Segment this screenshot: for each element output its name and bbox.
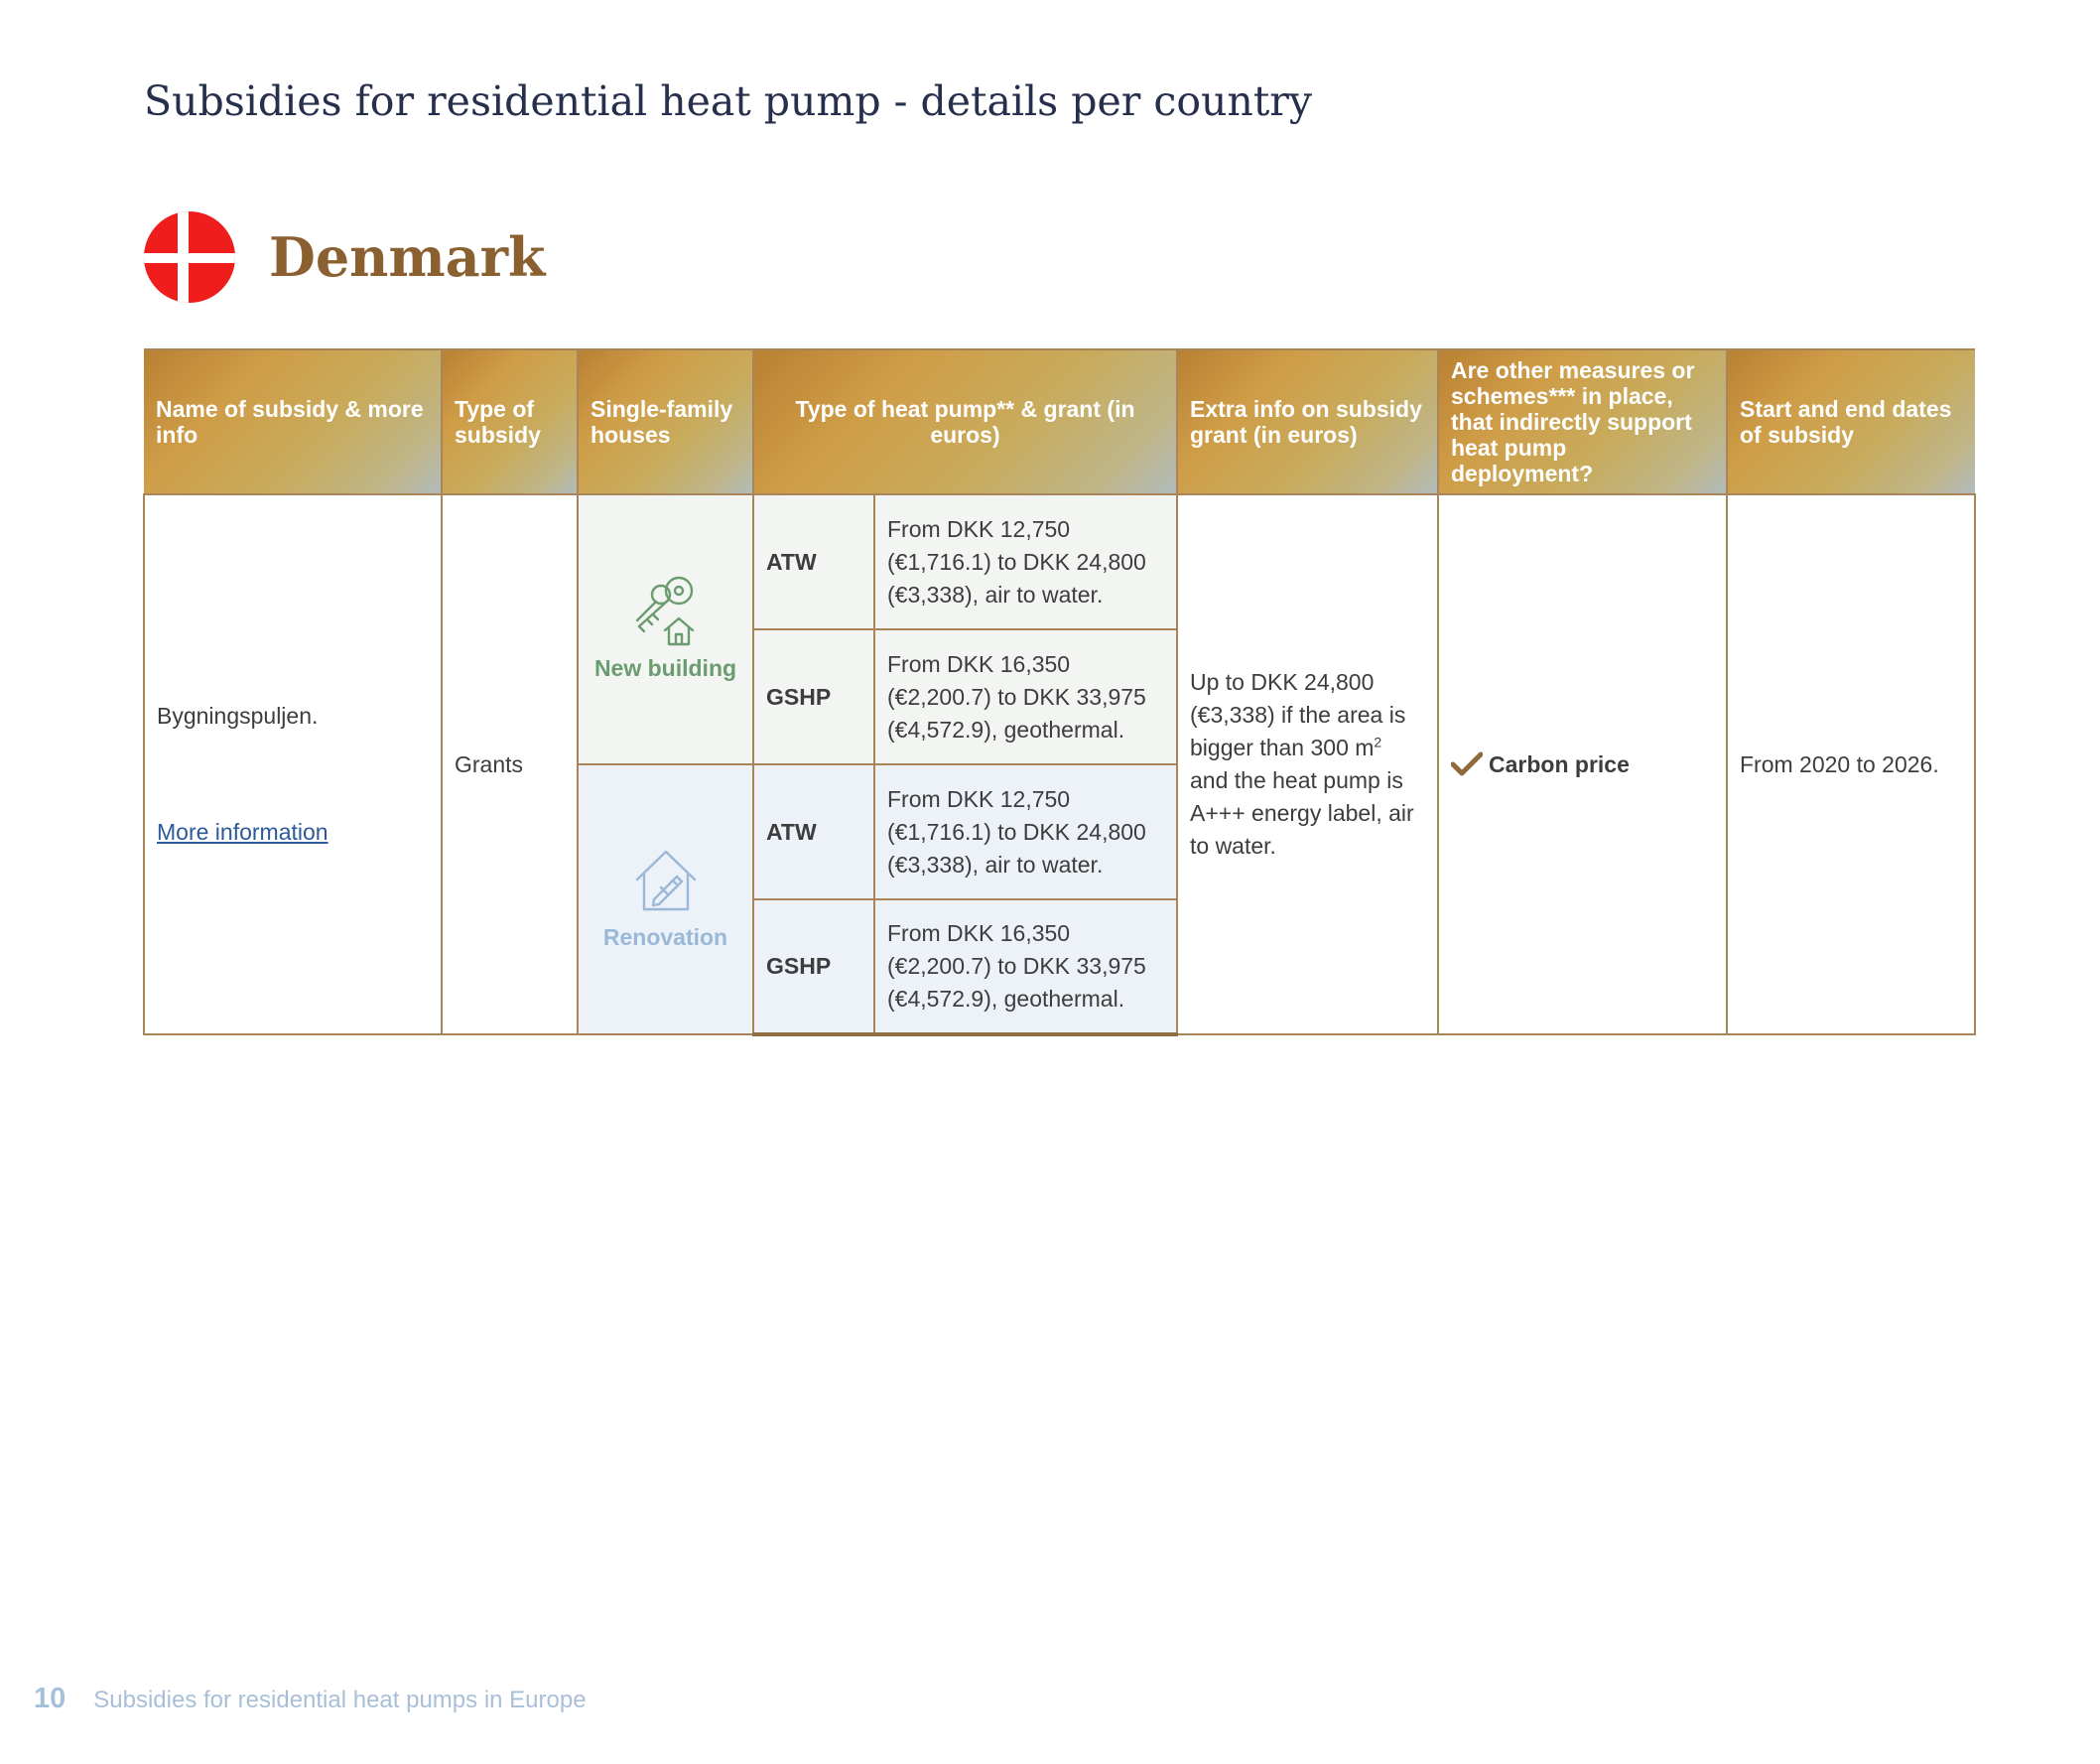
superscript-two: 2 [1374, 734, 1382, 750]
house-tools-icon [631, 846, 701, 915]
keys-house-icon [631, 575, 701, 646]
category-new-building [578, 494, 753, 764]
extra-info-cell [1177, 494, 1438, 1034]
header-other-measures: Are other measures or schemes*** in place, that indirectly support heat pump deployment? [1438, 349, 1727, 494]
denmark-flag-icon [144, 211, 235, 303]
country-name: Denmark [269, 225, 546, 289]
header-type-of-subsidy: Type of subsidy [442, 349, 578, 494]
subsidy-table [143, 348, 1976, 1036]
other-measure-label: Carbon price [1489, 750, 1630, 777]
footer-text: Subsidies for residential heat pumps in Europe [93, 1687, 587, 1713]
category-label: New building [593, 654, 737, 681]
category-label: Renovation [602, 923, 728, 950]
subsidy-type: Grants [442, 494, 578, 1034]
header-single-family-houses: Single-family houses [578, 349, 753, 494]
hp-type: ATW [753, 494, 874, 629]
category-renovation [578, 764, 753, 1034]
table-row [144, 494, 1975, 629]
checkmark-icon [1451, 751, 1483, 777]
more-information-link[interactable]: More information [157, 819, 328, 845]
extra-info-text: Up to DKK 24,800 (€3,338) if the area is bigger than 300 m [1190, 669, 1406, 760]
hp-grant: From DKK 16,350 (€2,200.7) to DKK 33,975 (€4,572.9), geothermal. [874, 899, 1177, 1034]
page-footer [34, 1683, 587, 1715]
page-number: 10 [34, 1683, 66, 1714]
subsidy-name-cell [144, 494, 442, 1034]
page-title: Subsidies for residential heat pump - details per country [144, 77, 1313, 125]
country-header [144, 211, 545, 303]
other-measures-cell [1438, 494, 1727, 1034]
hp-type: ATW [753, 764, 874, 899]
header-extra-info: Extra info on subsidy grant (in euros) [1177, 349, 1438, 494]
hp-grant: From DKK 16,350 (€2,200.7) to DKK 33,975 (€4,572.9), geothermal. [874, 629, 1177, 764]
hp-grant: From DKK 12,750 (€1,716.1) to DKK 24,800 (€3,338), air to water. [874, 494, 1177, 629]
subsidy-dates: From 2020 to 2026. [1727, 494, 1975, 1034]
header-name-of-subsidy: Name of subsidy & more info [144, 349, 442, 494]
header-dates: Start and end dates of subsidy [1727, 349, 1975, 494]
header-heat-pump-grant: Type of heat pump** & grant (in euros) [753, 349, 1177, 494]
subsidy-name: Bygningspuljen. [157, 703, 319, 729]
hp-type: GSHP [753, 629, 874, 764]
extra-info-text-cont: and the heat pump is A+++ energy label, air to water. [1190, 767, 1414, 859]
hp-grant: From DKK 12,750 (€1,716.1) to DKK 24,800 (€3,338), air to water. [874, 764, 1177, 899]
hp-type: GSHP [753, 899, 874, 1034]
